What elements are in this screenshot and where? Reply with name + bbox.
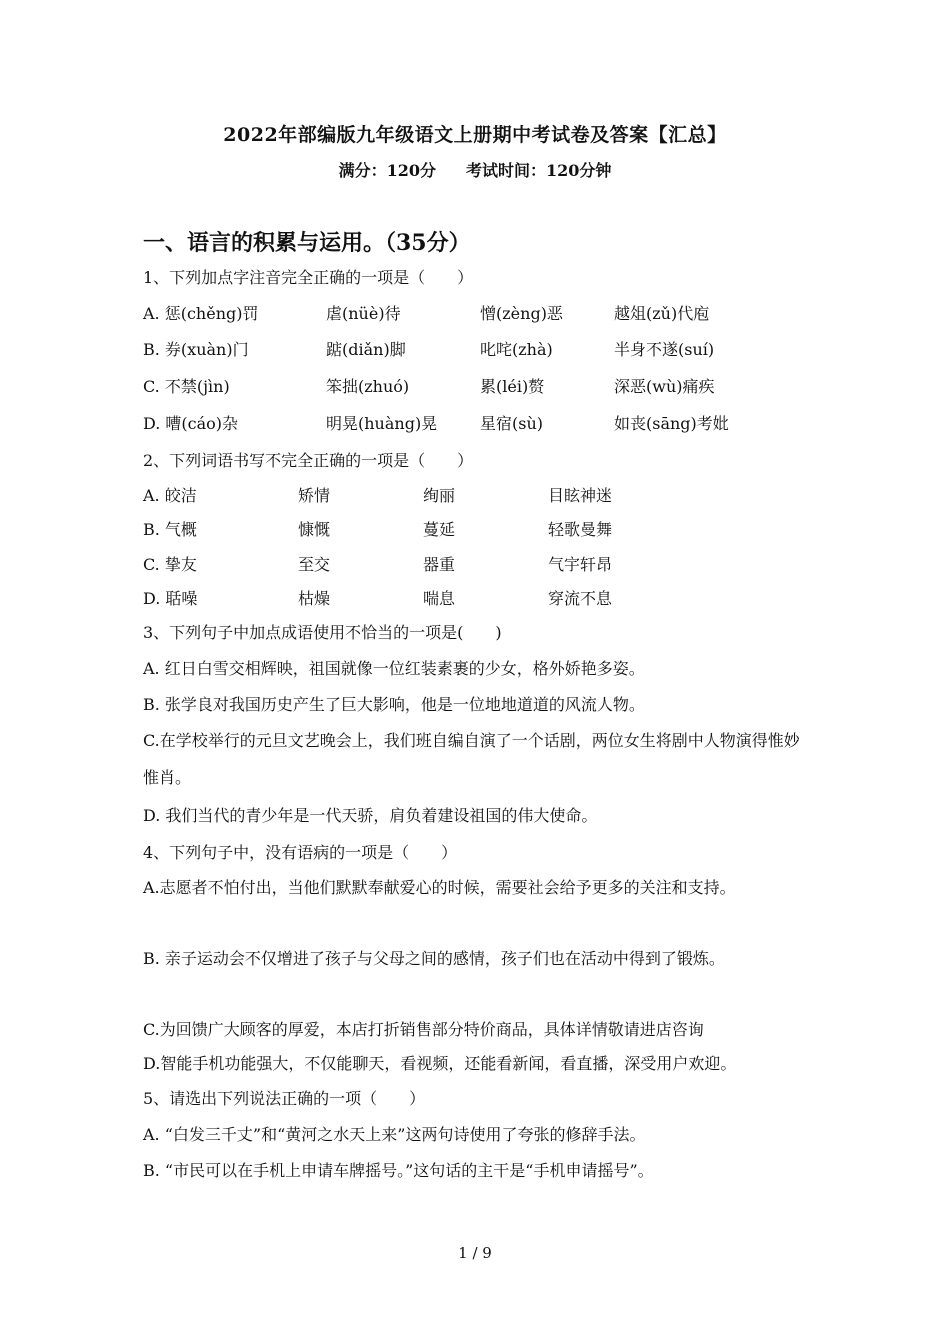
q1-d-4: 如丧(sāng)考妣 [614,414,729,433]
q2-c-2: 至交 [298,555,331,574]
q2-c-1: C. 挚友 [143,555,197,574]
q4-option-d: D.智能手机功能强大，不仅能聊天，看视频，还能看新闻，看直播，深受用户欢迎。 [143,1054,737,1073]
q3-option-a: A. 红日白雪交相辉映，祖国就像一位红装素裹的少女，格外娇艳多姿。 [143,659,645,678]
q1-b-1: B. 券(xuàn)门 [143,340,249,359]
q3-stem: 3、下列句子中加点成语使用不恰当的一项是( ) [143,623,502,642]
q2-c-3: 器重 [423,555,456,574]
q1-c-2: 笨拙(zhuó) [326,377,410,396]
q2-c-4: 气宇轩昂 [548,555,613,574]
q2-a-4: 目眩神迷 [548,486,613,505]
q2-a-1: A. 皎洁 [143,486,197,505]
q4-option-c: C.为回馈广大顾客的厚爱，本店打折销售部分特价商品，具体详情敬请进店咨询 [143,1020,704,1039]
q2-stem: 2、下列词语书写不完全正确的一项是（ ） [143,451,474,470]
q1-d-1: D. 嘈(cáo)杂 [143,414,239,433]
q5-stem: 5、请选出下列说法正确的一项（ ） [143,1089,426,1108]
q1-stem: 1、下列加点字注音完全正确的一项是（ ） [143,268,474,287]
q2-a-3: 绚丽 [423,486,456,505]
q2-b-2: 慷慨 [298,520,331,539]
q1-b-4: 半身不遂(suí) [614,340,715,359]
section-heading: 一、语言的积累与运用。（35分） [143,230,471,256]
page-number: 1 / 9 [458,1244,492,1262]
q2-d-1: D. 聒噪 [143,589,198,608]
q1-a-3: 憎(zèng)恶 [480,304,563,323]
q1-a-2: 虐(nüè)待 [326,304,401,323]
q3-option-b: B. 张学良对我国历史产生了巨大影响，他是一位地地道道的风流人物。 [143,695,645,714]
full-score: 满分：120分 [338,161,436,180]
q2-a-2: 矫情 [298,486,331,505]
q1-d-3: 星宿(sù) [480,414,544,433]
q1-b-2: 踮(diǎn)脚 [326,340,406,359]
q2-b-1: B. 气概 [143,520,197,539]
q1-c-3: 累(léi)赘 [480,377,545,396]
q2-b-3: 蔓延 [423,520,456,539]
q1-a-4: 越俎(zǔ)代庖 [614,304,710,323]
q4-stem: 4、下列句子中，没有语病的一项是（ ） [143,843,458,862]
q2-b-4: 轻歌曼舞 [548,520,613,539]
q1-b-3: 叱咤(zhà) [480,340,553,359]
q4-option-a: A.志愿者不怕付出，当他们默默奉献爱心的时候，需要社会给予更多的关注和支持。 [143,878,736,897]
q4-option-b: B. 亲子运动会不仅增进了孩子与父母之间的感情，孩子们也在活动中得到了锻炼。 [143,949,725,968]
exam-info [0,158,950,181]
q5-option-a: A. “白发三千丈”和“黄河之水天上来”这两句诗使用了夸张的修辞手法。 [143,1125,646,1144]
q2-d-2: 枯燥 [298,589,331,608]
q1-a-1: A. 惩(chěng)罚 [143,304,259,323]
exam-time: 考试时间：120分钟 [466,161,612,180]
q3-option-c: C.在学校举行的元旦文艺晚会上，我们班自编自演了一个话剧，两位女生将剧中人物演得惟妙惟肖。 [143,731,800,787]
q3-option-d: D. 我们当代的青少年是一代天骄，肩负着建设祖国的伟大使命。 [143,806,598,825]
q2-d-4: 穿流不息 [548,589,613,608]
page-title: 2022年部编版九年级语文上册期中考试卷及答案【汇总】 [223,124,727,146]
q5-option-b: B. “市民可以在手机上申请车牌摇号。”这句话的主干是“手机申请摇号”。 [143,1161,654,1180]
q2-d-3: 喘息 [423,589,456,608]
q1-c-1: C. 不禁(jìn) [143,377,230,396]
q1-c-4: 深恶(wù)痛疾 [614,377,715,396]
q1-d-2: 明晃(huàng)晃 [326,414,438,433]
